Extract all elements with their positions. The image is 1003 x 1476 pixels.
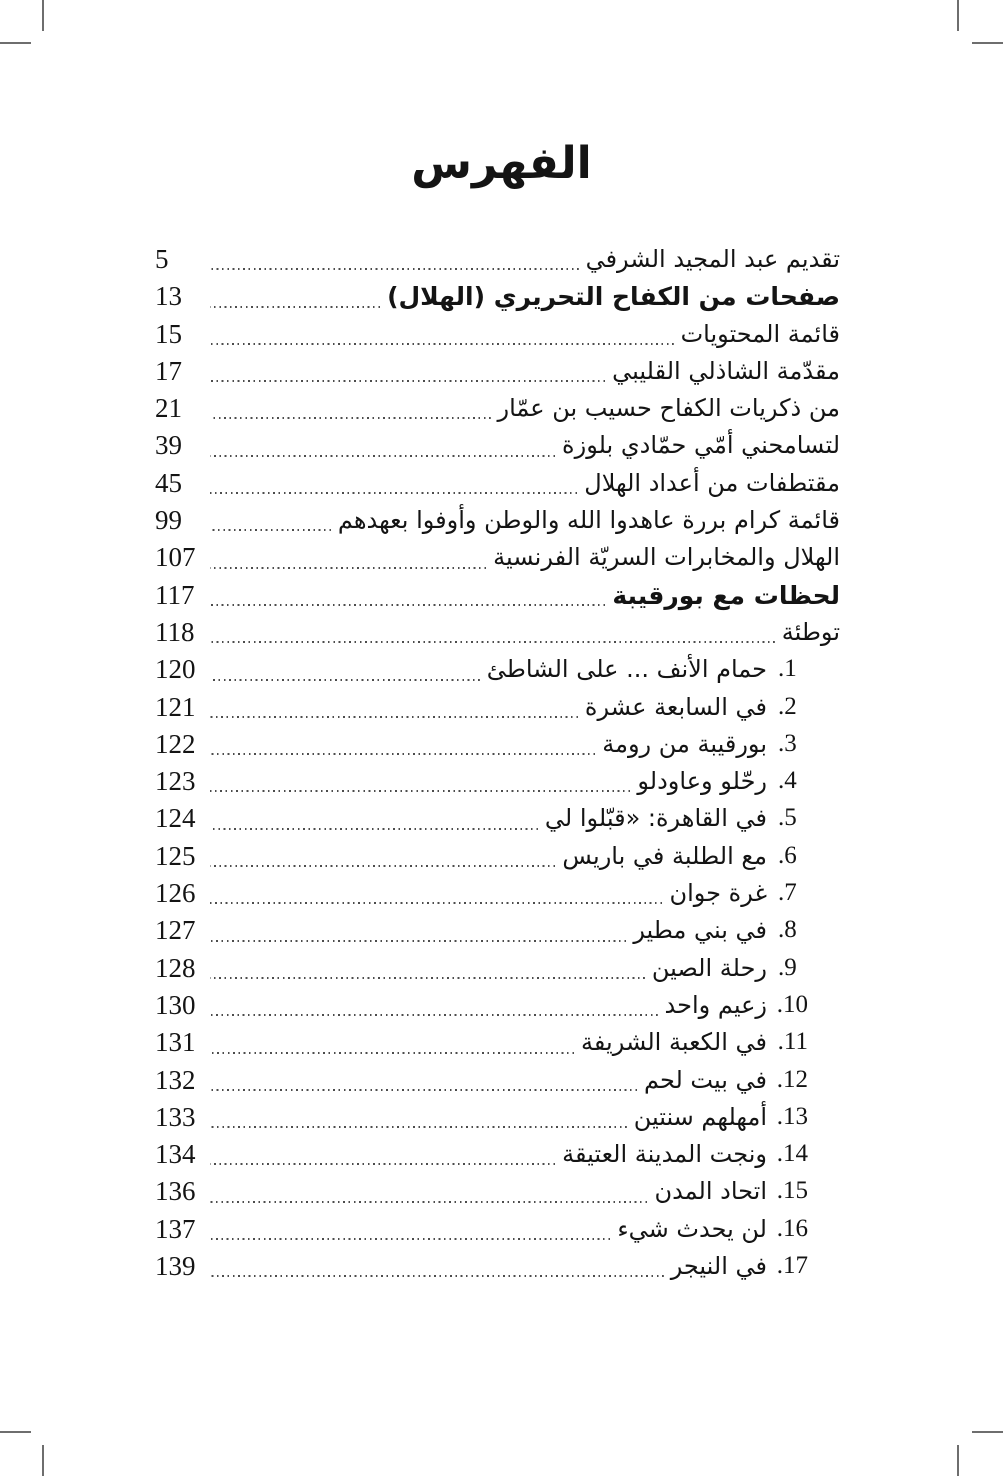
page-title: الفهرس [411,138,592,189]
toc-page-number: 21 [155,393,182,424]
toc-item-number: 15. [776,1177,808,1205]
toc-page-number: 124 [155,803,196,834]
toc-row [155,651,840,688]
dot-leader [210,577,605,614]
toc-row [155,1248,840,1285]
dot-leader [210,539,486,576]
dot-leader [210,1136,555,1173]
toc-item-title: غرة جوان [669,879,767,908]
toc-item-title: لحظات مع بورقيبة [612,580,840,610]
crop-mark-bottom-right-vertical [957,1445,959,1476]
toc-page-number: 15 [155,318,182,349]
toc-item-number: 16. [776,1214,808,1242]
crop-mark-top-left-vertical [42,0,44,31]
toc-page-number: 121 [155,691,196,722]
toc-row [155,390,840,427]
toc-item-number: 12. [776,1065,808,1093]
toc-item-title: قائمة كرام بررة عاهدوا الله والوطن وأوفوا بعهدهم [337,506,840,535]
toc-item-title: لن يحدث شيء [617,1214,767,1243]
dot-leader [210,689,578,726]
dot-leader [210,912,626,949]
toc-row [155,278,840,315]
toc-row [155,838,840,875]
dot-leader [210,987,658,1024]
toc-row [155,1062,840,1099]
dot-leader [210,651,480,688]
dot-leader [210,427,555,464]
toc-row [155,912,840,949]
toc-row [155,1136,840,1173]
dot-leader [210,1173,647,1210]
toc-item-title: حمام الأنف ... على الشاطئ [486,655,767,684]
toc-page-number: 99 [155,505,182,536]
toc-item-title: في السابعة عشرة [584,692,767,721]
toc-item-number: 5. [778,804,797,832]
toc-row [155,353,840,390]
toc-row [155,726,840,763]
toc-row [155,316,840,353]
crop-mark-top-left-horizontal [0,42,31,44]
toc-item-title: في النيجر [670,1252,767,1281]
crop-mark-top-right-horizontal [972,42,1003,44]
toc-item-title: صفحات من الكفاح التحريري (الهلال) [387,282,840,312]
toc-page-number: 39 [155,430,182,461]
toc-item-number: 8. [778,916,797,944]
toc-item-number: 10. [776,990,808,1018]
dot-leader [210,1248,664,1285]
crop-mark-top-right-vertical [957,0,959,31]
toc-row [155,614,840,651]
toc-page-number: 5 [155,244,169,274]
toc-page-number: 139 [155,1251,196,1282]
toc-item-number: 6. [778,841,797,869]
toc-row [155,1173,840,1210]
crop-mark-bottom-left-horizontal [0,1431,31,1433]
toc-page-number: 126 [155,878,196,909]
toc-item-title: توطئة [781,617,840,646]
toc-item-number: 17. [776,1252,808,1280]
toc-item-title: اتحاد المدن [654,1177,767,1206]
dot-leader [210,502,331,539]
toc-item-number: 9. [778,953,797,981]
dot-leader [210,241,579,278]
dot-leader [210,1024,574,1061]
toc-item-title: بورقيبة من رومة [602,729,767,758]
toc-page-number: 118 [155,616,195,647]
toc-page-number: 17 [155,355,182,386]
toc-row [155,1099,840,1136]
toc-row [155,950,840,987]
toc-item-title: مقتطفات من أعداد الهلال [584,468,840,497]
dot-leader [210,1211,610,1248]
dot-leader [210,800,538,837]
toc-page-number: 128 [155,952,196,983]
crop-mark-bottom-right-horizontal [972,1431,1003,1433]
toc-item-number: 1. [778,655,797,683]
toc-item-number: 2. [778,692,797,720]
toc-row [155,875,840,912]
toc-item-title: مقدّمة الشاذلي القليبي [612,356,840,385]
toc-item-title: رحّلو وعاودلو [637,767,767,796]
toc-page-number: 131 [155,1027,196,1058]
dot-leader [210,1062,637,1099]
dot-leader [210,763,630,800]
toc-item-number: 14. [776,1140,808,1168]
toc-item-title: رحلة الصين [651,953,767,982]
toc-item-title: لتسامحني أمّي حمّادي بلوزة [562,431,840,460]
toc-item-title: في بيت لحم [644,1065,767,1094]
toc-item-number: 11. [777,1028,808,1056]
dot-leader [210,278,380,315]
toc-row [155,539,840,576]
toc-row [155,987,840,1024]
toc-page-number: 45 [155,467,182,498]
toc-item-number: 3. [778,729,797,757]
dot-leader [210,390,491,427]
toc-item-number: 13. [776,1102,808,1130]
toc-page-number: 117 [155,579,195,610]
toc-page-number: 122 [155,728,196,759]
toc-item-title: تقديم عبد المجيد الشرفي [585,245,840,273]
toc-row [155,1024,840,1061]
toc-item-title: ونجت المدينة العتيقة [562,1140,767,1169]
toc-row [155,689,840,726]
toc-item-title: الهلال والمخابرات السريّة الفرنسية [493,543,840,572]
toc-row [155,763,840,800]
dot-leader [210,465,577,502]
toc-item-title: في الكعبة الشريفة [581,1028,767,1057]
toc-row [155,1211,840,1248]
toc-page-number: 132 [155,1064,196,1095]
toc-page-number: 123 [155,766,196,797]
crop-mark-bottom-left-vertical [42,1445,44,1476]
toc-item-title: في القاهرة: «قبّلوا لي [544,804,767,833]
dot-leader [210,353,605,390]
toc-item-title: أمهلهم سنتين [633,1102,767,1131]
toc-row [155,465,840,502]
toc-page-number: 107 [155,542,196,573]
toc-row [155,800,840,837]
toc-row [155,427,840,464]
dot-leader [210,875,662,912]
toc-row [155,241,840,278]
toc-item-title: قائمة المحتويات [680,319,840,348]
toc-page-number: 136 [155,1176,196,1207]
toc-row [155,502,840,539]
toc-page-number: 13 [155,281,182,312]
dot-leader [210,726,595,763]
dot-leader [210,950,645,987]
toc-item-number: 7. [778,879,797,907]
dot-leader [210,614,775,651]
dot-leader [210,838,555,875]
toc-item-title: زعيم واحد [664,990,767,1019]
toc-page-number: 125 [155,840,196,871]
toc-list [155,241,840,1285]
toc-page-number: 120 [155,654,196,685]
toc-page-number: 133 [155,1101,196,1132]
toc-page-number: 127 [155,915,196,946]
toc-page-number: 134 [155,1139,196,1170]
toc-item-number: 4. [778,767,797,795]
toc-page-number: 137 [155,1213,196,1244]
dot-leader [210,316,674,353]
toc-item-title: مع الطلبة في باريس [562,841,767,870]
toc-row [155,577,840,614]
toc-page-number: 130 [155,989,196,1020]
dot-leader [210,1099,627,1136]
toc-item-title: في بني مطير [633,916,767,945]
toc-item-title: من ذكريات الكفاح حسيب بن عمّار [497,394,840,423]
